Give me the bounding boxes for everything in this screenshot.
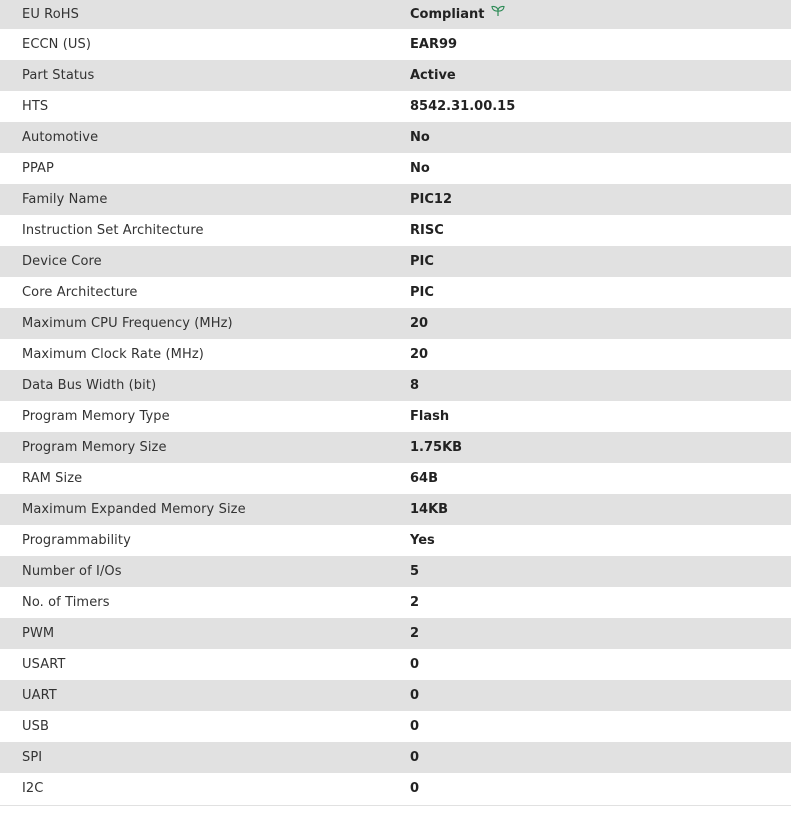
spec-label: Maximum Expanded Memory Size (22, 502, 246, 517)
spec-label: USB (22, 719, 49, 734)
spec-value: 64B (410, 471, 438, 486)
spec-value-cell (410, 0, 791, 29)
spec-row-hts (0, 91, 791, 122)
spec-row-data-bus-width (0, 370, 791, 401)
spec-label: Core Architecture (22, 285, 138, 300)
spec-row-uart (0, 680, 791, 711)
spec-row-usb (0, 711, 791, 742)
spec-value: 14KB (410, 502, 449, 517)
spec-value: 0 (410, 688, 420, 703)
spec-label: I2C (22, 781, 44, 797)
spec-value: 0 (410, 781, 420, 797)
spec-label: Automotive (22, 130, 99, 145)
spec-label: Programmability (22, 533, 131, 548)
spec-label: Device Core (22, 254, 102, 269)
spec-label: Data Bus Width (bit) (22, 378, 157, 393)
spec-row-part-status (0, 60, 791, 91)
spec-value: 0 (410, 719, 420, 734)
spec-value: RISC (410, 223, 444, 238)
spec-label: Instruction Set Architecture (22, 223, 204, 238)
spec-row-eu-rohs (0, 0, 791, 29)
spec-row-family-name (0, 184, 791, 215)
spec-row-pwm (0, 618, 791, 649)
spec-value: No (410, 161, 430, 176)
spec-label: Number of I/Os (22, 564, 122, 579)
spec-label: Family Name (22, 192, 108, 207)
spec-row-ppap (0, 153, 791, 184)
spec-label: Part Status (22, 68, 95, 83)
spec-value: 8542.31.00.15 (410, 99, 516, 114)
spec-value: 20 (410, 347, 429, 362)
spec-label: PWM (22, 626, 55, 641)
spec-row-max-expanded-memory (0, 494, 791, 525)
spec-label: USART (22, 657, 66, 672)
spec-row-usart (0, 649, 791, 680)
spec-row-number-of-ios (0, 556, 791, 587)
spec-label: Program Memory Size (22, 440, 167, 455)
spec-value: 20 (410, 316, 429, 331)
spec-label: No. of Timers (22, 595, 110, 610)
spec-label: HTS (22, 99, 49, 114)
spec-row-core-architecture (0, 277, 791, 308)
spec-row-program-memory-size (0, 432, 791, 463)
spec-row-eccn (0, 29, 791, 60)
spec-label: Program Memory Type (22, 409, 170, 424)
spec-row-isa (0, 215, 791, 246)
spec-row-device-core (0, 246, 791, 277)
spec-label: RAM Size (22, 471, 83, 486)
spec-label: ECCN (US) (22, 37, 92, 52)
spec-value: Active (410, 68, 456, 83)
spec-row-no-of-timers (0, 587, 791, 618)
spec-value: No (410, 130, 430, 145)
spec-value: PIC12 (410, 192, 452, 207)
spec-label: SPI (22, 750, 43, 765)
spec-value: 2 (410, 626, 420, 641)
spec-label: UART (22, 688, 57, 703)
spec-row-ram-size (0, 463, 791, 494)
spec-row-spi (0, 742, 791, 773)
spec-value: 0 (410, 750, 420, 765)
spec-value: EAR99 (410, 37, 458, 52)
spec-value: Compliant (410, 7, 485, 22)
spec-row-programmability (0, 525, 791, 556)
spec-value: 2 (410, 595, 420, 610)
spec-value: 8 (410, 378, 420, 393)
spec-value: Yes (410, 533, 435, 548)
spec-label: Maximum CPU Frequency (MHz) (22, 316, 233, 331)
spec-value: PIC (410, 285, 434, 300)
spec-row-i2c (0, 773, 791, 805)
spec-row-automotive (0, 122, 791, 153)
spec-label: Maximum Clock Rate (MHz) (22, 347, 204, 362)
spec-row-max-cpu-frequency (0, 308, 791, 339)
spec-value: 0 (410, 657, 420, 672)
leaf-icon (491, 5, 505, 21)
spec-value: 5 (410, 564, 420, 579)
spec-value: 1.75KB (410, 440, 463, 455)
spec-value: PIC (410, 254, 434, 269)
spec-row-program-memory-type (0, 401, 791, 432)
spec-row-max-clock-rate (0, 339, 791, 370)
spec-label: PPAP (22, 161, 54, 176)
spec-value: Flash (410, 409, 450, 424)
spec-label: EU RoHS (22, 7, 79, 22)
